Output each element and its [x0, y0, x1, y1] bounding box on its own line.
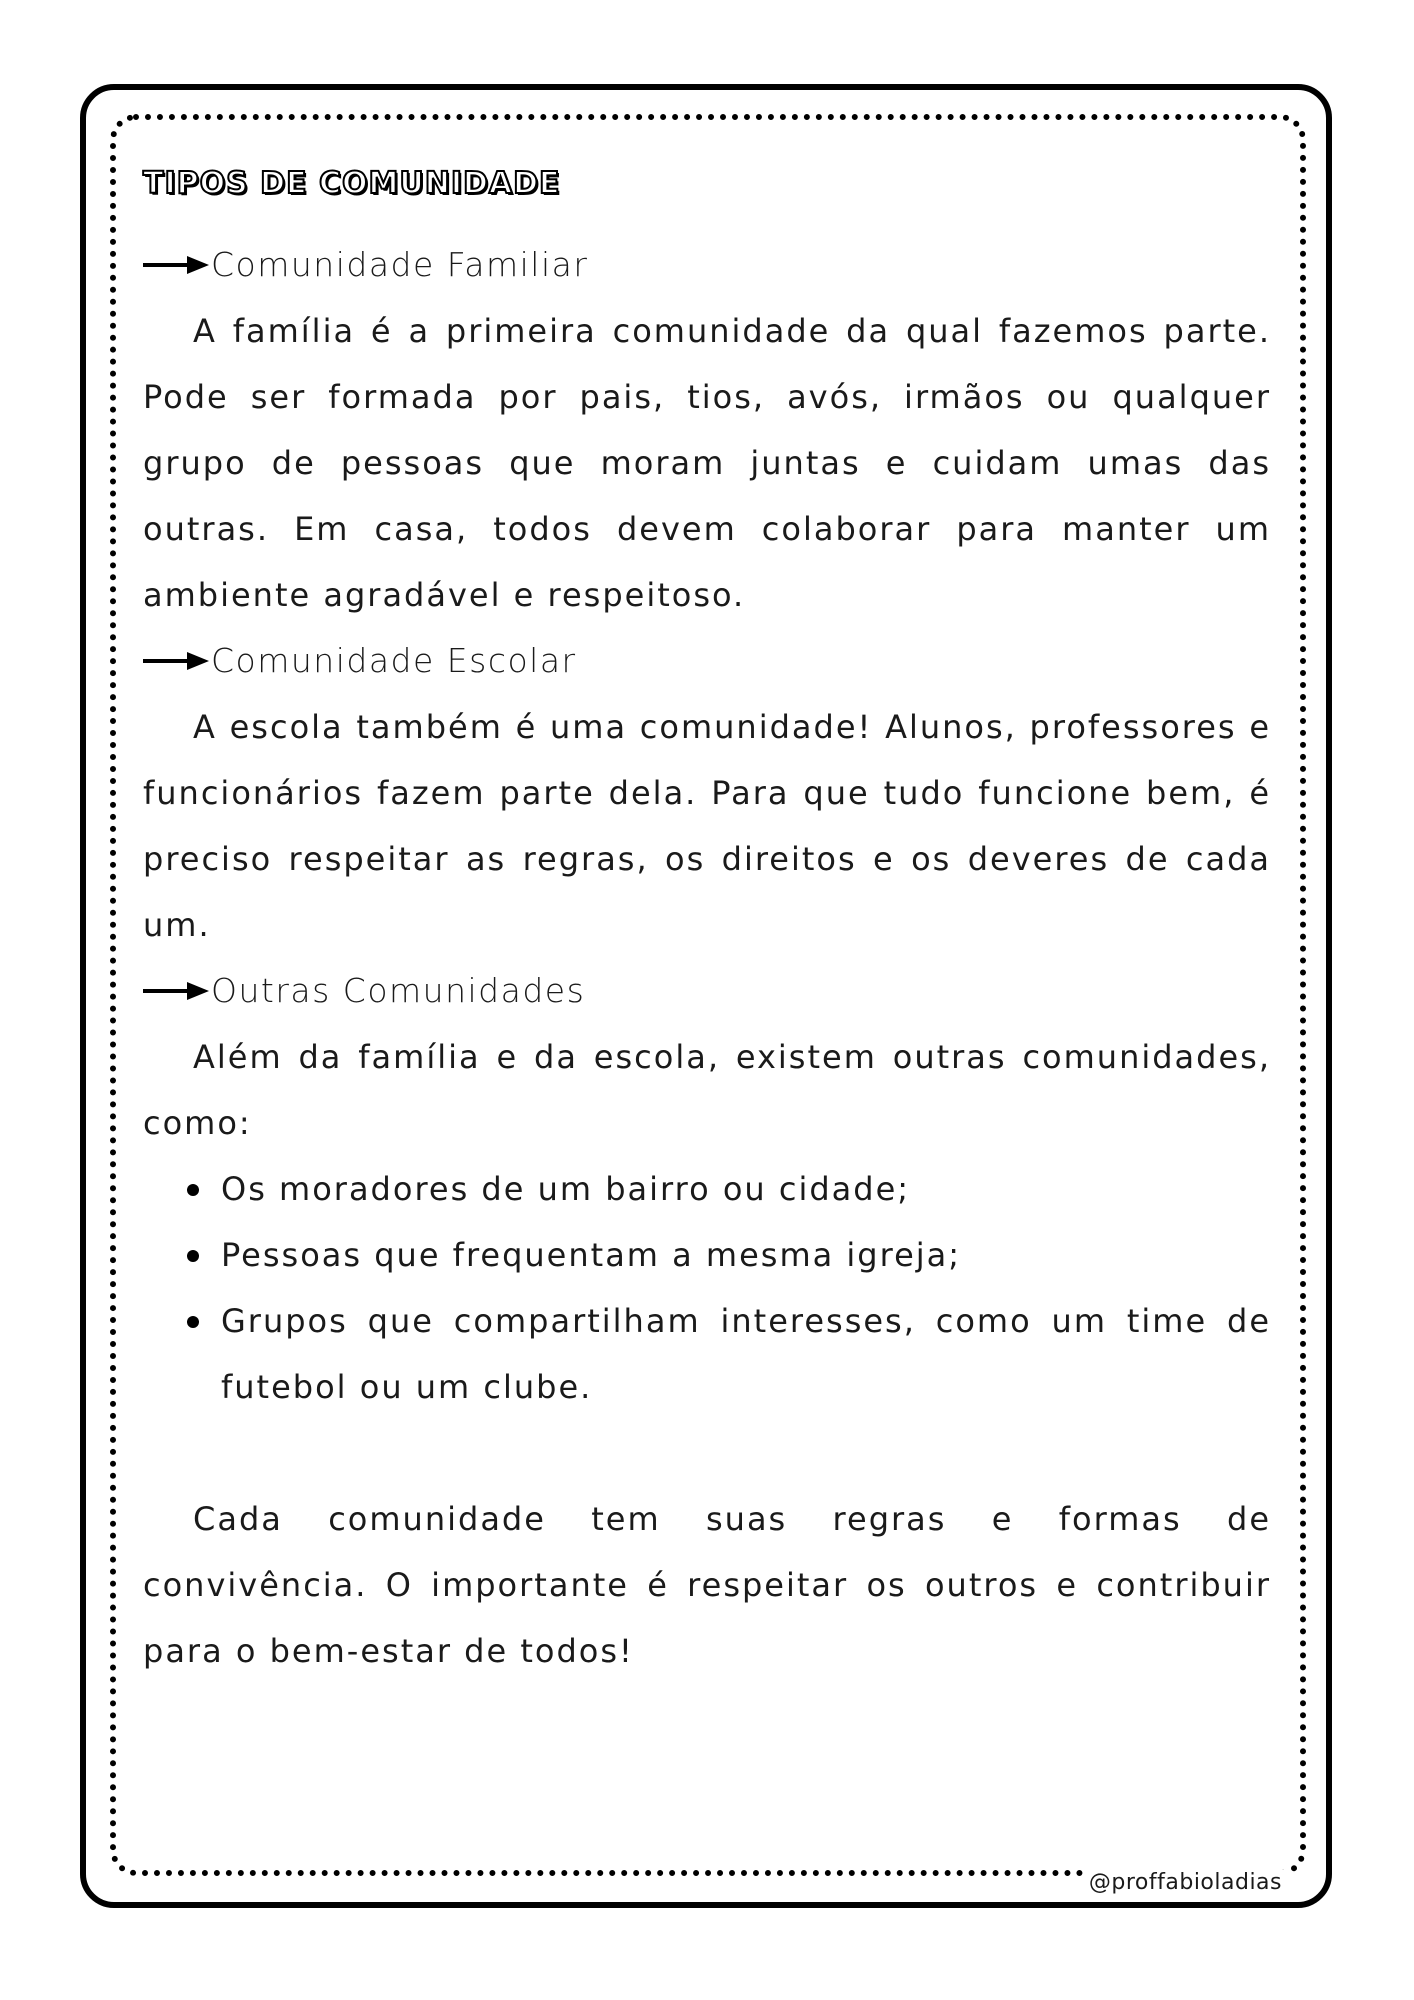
section-paragraph-outras: Além da família e da escola, existem outras comunidades, como: [143, 1038, 1271, 1142]
arrow-right-icon [143, 976, 209, 1006]
section-heading-label: Comunidade Escolar [211, 641, 577, 680]
conclusion-paragraph: Cada comunidade tem suas regras e formas de convivência. O importante é respeitar os outros e contribuir para o bem-estar de todos! [143, 1500, 1271, 1670]
list-item: Os moradores de um bairro ou cidade; [187, 1156, 1271, 1222]
section-heading-label: Outras Comunidades [211, 971, 586, 1010]
bullet-dot-icon [187, 1184, 199, 1196]
section-heading-escolar [143, 628, 1271, 694]
section-heading-familiar [143, 232, 1271, 298]
section-paragraph-familiar: A família é a primeira comunidade da qual fazemos parte. Pode ser formada por pais, tios, avós, irmãos ou qualquer grupo de pessoas que moram juntas e cuidam umas das outras. Em casa, todos devem colaborar para manter um ambiente agradável e respeitoso. [143, 312, 1271, 614]
list-item: Grupos que compartilham interesses, como um time de futebol ou um clube. [187, 1288, 1271, 1420]
arrow-right-icon [143, 250, 209, 280]
section-heading-label: Comunidade Familiar [211, 245, 589, 284]
section-paragraph-escolar: A escola também é uma comunidade! Alunos, professores e funcionários fazem parte dela. Para que tudo funcione bem, é preciso respeitar as regras, os direitos e os deveres de cada um. [143, 708, 1271, 944]
author-credit: @proffabioladias [1085, 1870, 1286, 1895]
community-examples-list [143, 1156, 1271, 1420]
list-item: Pessoas que frequentam a mesma igreja; [187, 1222, 1271, 1288]
worksheet-content [143, 152, 1271, 1684]
arrow-right-icon [143, 646, 209, 676]
bullet-dot-icon [187, 1316, 199, 1328]
section-heading-outras [143, 958, 1271, 1024]
spacer [143, 1420, 1271, 1486]
bullet-dot-icon [187, 1250, 199, 1262]
page-title: TIPOS DE COMUNIDADE [143, 166, 561, 201]
